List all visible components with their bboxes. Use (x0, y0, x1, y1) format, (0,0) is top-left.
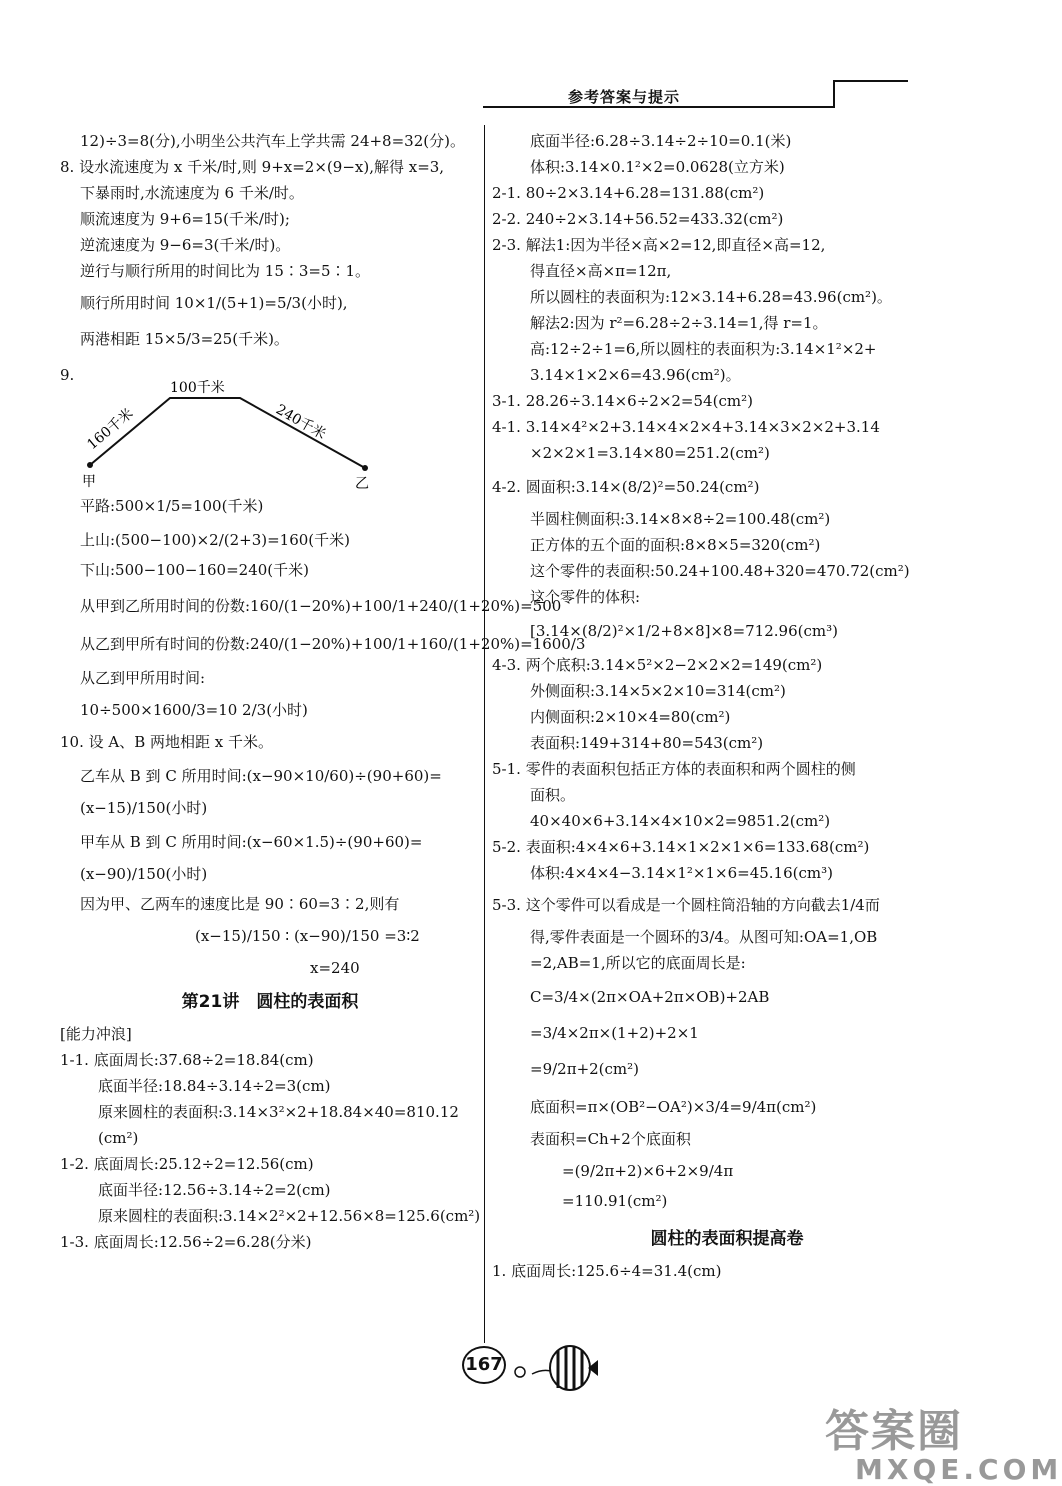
text-line: 平路:500×1/5=100(千米) (80, 497, 264, 515)
text-line: 10÷500×1600/3=10 2/3(小时) (80, 701, 308, 719)
text-line: [3.14×(8/2)²×1/2+8×8]×8=712.96(cm³) (530, 622, 838, 640)
text-line: 2-1. 80÷2×3.14+6.28=131.88(cm²) (492, 184, 765, 202)
text-line: 顺行所用时间 10×1/(5+1)=5/3(小时), (80, 294, 348, 312)
start-label: 甲 (82, 474, 96, 490)
page-number: 167 (462, 1346, 506, 1384)
text-line: 3.14×1×2×6=43.96(cm²)。 (530, 366, 741, 384)
text-line: 2-2. 240÷2×3.14+56.52=433.32(cm²) (492, 210, 784, 228)
end-point (362, 465, 368, 471)
watermark-logo (825, 1395, 1062, 1486)
right-column (492, 128, 962, 1284)
text-line: 这个零件的表面积:50.24+100.48+320=470.72(cm²) (530, 562, 910, 580)
text-line: =3/4×2π×(1+2)+2×1 (530, 1024, 699, 1042)
text-line: 底面半径:18.84÷3.14÷2=3(cm) (98, 1077, 331, 1095)
text-line: 得,零件表面是一个圆环的3/4。从图可知:OA=1,OB (530, 928, 878, 946)
text-line: C=3/4×(2π×OA+2π×OB)+2AB (530, 988, 770, 1006)
text-line: 面积。 (530, 786, 576, 804)
text-line: 得直径×高×π=12π, (530, 262, 672, 280)
text-line: 底面积=π×(OB²−OA²)×3/4=9/4π(cm²) (530, 1098, 817, 1116)
text-line: 顺流速度为 9+6=15(千米/时); (80, 210, 290, 228)
text-line: 外侧面积:3.14×5×2×10=314(cm²) (530, 682, 786, 700)
text-line: 2-3. 解法1:因为半径×高×2=12,即直径×高=12, (492, 236, 826, 254)
text-line: 逆行与顺行所用的时间比为 15∶3=5∶1。 (80, 262, 371, 280)
text-line: =110.91(cm²) (562, 1192, 668, 1210)
route-label-top: 100千米 (170, 380, 225, 396)
text-line: 因为甲、乙两车的速度比是 90∶60=3∶2,则有 (80, 895, 400, 913)
text-line: 10. 设 A、B 两地相距 x 千米。 (60, 733, 274, 751)
text-line: 4-3. 两个底积:3.14×5²×2−2×2×2=149(cm²) (492, 656, 823, 674)
route-label-left: 160千米 (84, 405, 137, 454)
text-line: 1-1. 底面周长:37.68÷2=18.84(cm) (60, 1051, 314, 1069)
text-line: =(9/2π+2)×6+2×9/4π (562, 1162, 734, 1180)
text-line: 半圆柱侧面积:3.14×8×8÷2=100.48(cm²) (530, 510, 831, 528)
text-line: (x−15)/150 ∶ (x−90)/150 =3∶2 (195, 927, 420, 945)
text-line: 体积:3.14×0.1²×2=0.0628(立方米) (530, 158, 785, 176)
start-point (87, 462, 93, 468)
text-line: 体积:4×4×4−3.14×1²×1×6=45.16(cm³) (530, 864, 833, 882)
text-line: (cm²) (98, 1129, 139, 1147)
text-line: 这个零件的体积: (530, 588, 641, 606)
text-line: 从乙到甲所用时间: (80, 669, 206, 687)
text-line: =9/2π+2(cm²) (530, 1060, 640, 1078)
text-line: 从甲到乙所用时间的份数:160/(1−20%)+100/1+240/(1+20%)=500 (80, 597, 562, 615)
watermark-sub: MXQE.COM (855, 1453, 1062, 1486)
text-line: 底面半径:6.28÷3.14÷2÷10=0.1(米) (530, 132, 792, 150)
problem-number: 9. (60, 366, 75, 384)
text-line: 高:12÷2÷1=6,所以圆柱的表面积为:3.14×1²×2+ (530, 340, 877, 358)
text-line: 40×40×6+3.14×4×10×2=9851.2(cm²) (530, 812, 831, 830)
text-line: 4-2. 圆面积:3.14×(8/2)²=50.24(cm²) (492, 478, 760, 496)
header-rule-top (833, 80, 908, 82)
route-label-right: 240千米 (273, 401, 329, 443)
header-rule-right (833, 80, 835, 108)
text-line: 8. 设水流速度为 x 千米/时,则 9+x=2×(9−x),解得 x=3, (60, 158, 445, 176)
text-line: 表面积:149+314+80=543(cm²) (530, 734, 764, 752)
text-line: 所以圆柱的表面积为:12×3.14+6.28=43.96(cm²)。 (530, 288, 892, 306)
text-line: 上山:(500−100)×2/(2+3)=160(千米) (80, 531, 351, 549)
text-line: 原来圆柱的表面积:3.14×3²×2+18.84×40=810.12 (98, 1103, 459, 1121)
text-line: 5-3. 这个零件可以看成是一个圆柱筒沿轴的方向截去1/4而 (492, 896, 880, 914)
text-line: 5-2. 表面积:4×4×6+3.14×1×2×1×6=133.68(cm²) (492, 838, 870, 856)
text-line: 解法2:因为 r²=6.28÷2÷3.14=1,得 r=1。 (530, 314, 828, 332)
text-line: 12)÷3=8(分),小明坐公共汽车上学共需 24+8=32(分)。 (80, 132, 465, 150)
text-line: 底面半径:12.56÷3.14÷2=2(cm) (98, 1181, 331, 1199)
text-line: 3-1. 28.26÷3.14×6÷2×2=54(cm²) (492, 392, 753, 410)
route-diagram (70, 380, 380, 490)
section-title: 第21讲 圆柱的表面积 (181, 992, 359, 1012)
text-line: 逆流速度为 9−6=3(千米/时)。 (80, 236, 291, 254)
text-line: =2,AB=1,所以它的底面周长是: (530, 954, 746, 972)
header-rule (483, 106, 833, 108)
text-line: (x−90)/150(小时) (80, 865, 208, 883)
text-line: 下山:500−100−160=240(千米) (80, 561, 309, 579)
text-line: 甲车从 B 到 C 所用时间:(x−60×1.5)÷(90+60)= (80, 833, 423, 851)
text-line: 原来圆柱的表面积:3.14×2²×2+12.56×8=125.6(cm²) (98, 1207, 481, 1225)
text-line: 1. 底面周长:125.6÷4=31.4(cm) (492, 1262, 722, 1280)
text-line: 两港相距 15×5/3=25(千米)。 (80, 330, 289, 348)
end-label: 乙 (355, 476, 369, 492)
text-line: 4-1. 3.14×4²×2+3.14×4×2×4+3.14×3×2×2+3.14 (492, 418, 880, 436)
text-line: 5-1. 零件的表面积包括正方体的表面积和两个圆柱的侧 (492, 760, 856, 778)
text-line: 表面积=Ch+2个底面积 (530, 1130, 691, 1148)
text-line: ×2×2×1=3.14×80=251.2(cm²) (530, 444, 770, 462)
section-title: 圆柱的表面积提高卷 (650, 1229, 804, 1249)
text-line: 内侧面积:2×10×4=80(cm²) (530, 708, 731, 726)
text-line: 1-2. 底面周长:25.12÷2=12.56(cm) (60, 1155, 314, 1173)
text-line: 乙车从 B 到 C 所用时间:(x−90×10/60)÷(90+60)= (80, 767, 442, 785)
watermark-main: 答案圈 (825, 1406, 963, 1457)
text-line: 下暴雨时,水流速度为 6 千米/时。 (80, 184, 304, 202)
text-line: 从乙到甲所有时间的份数:240/(1−20%)+100/1+160/(1+20%)=1600/3 (80, 635, 586, 653)
text-line: 1-3. 底面周长:12.56÷2=6.28(分米) (60, 1233, 312, 1251)
text-line: 正方体的五个面的面积:8×8×5=320(cm²) (530, 536, 821, 554)
text-line: (x−15)/150(小时) (80, 799, 208, 817)
fish-mascot-icon (510, 1338, 600, 1398)
text-line: x=240 (310, 959, 360, 977)
header-title: 参考答案与提示 (568, 88, 681, 106)
column-divider (484, 125, 485, 1343)
subsection-label: [能力冲浪] (60, 1025, 132, 1043)
